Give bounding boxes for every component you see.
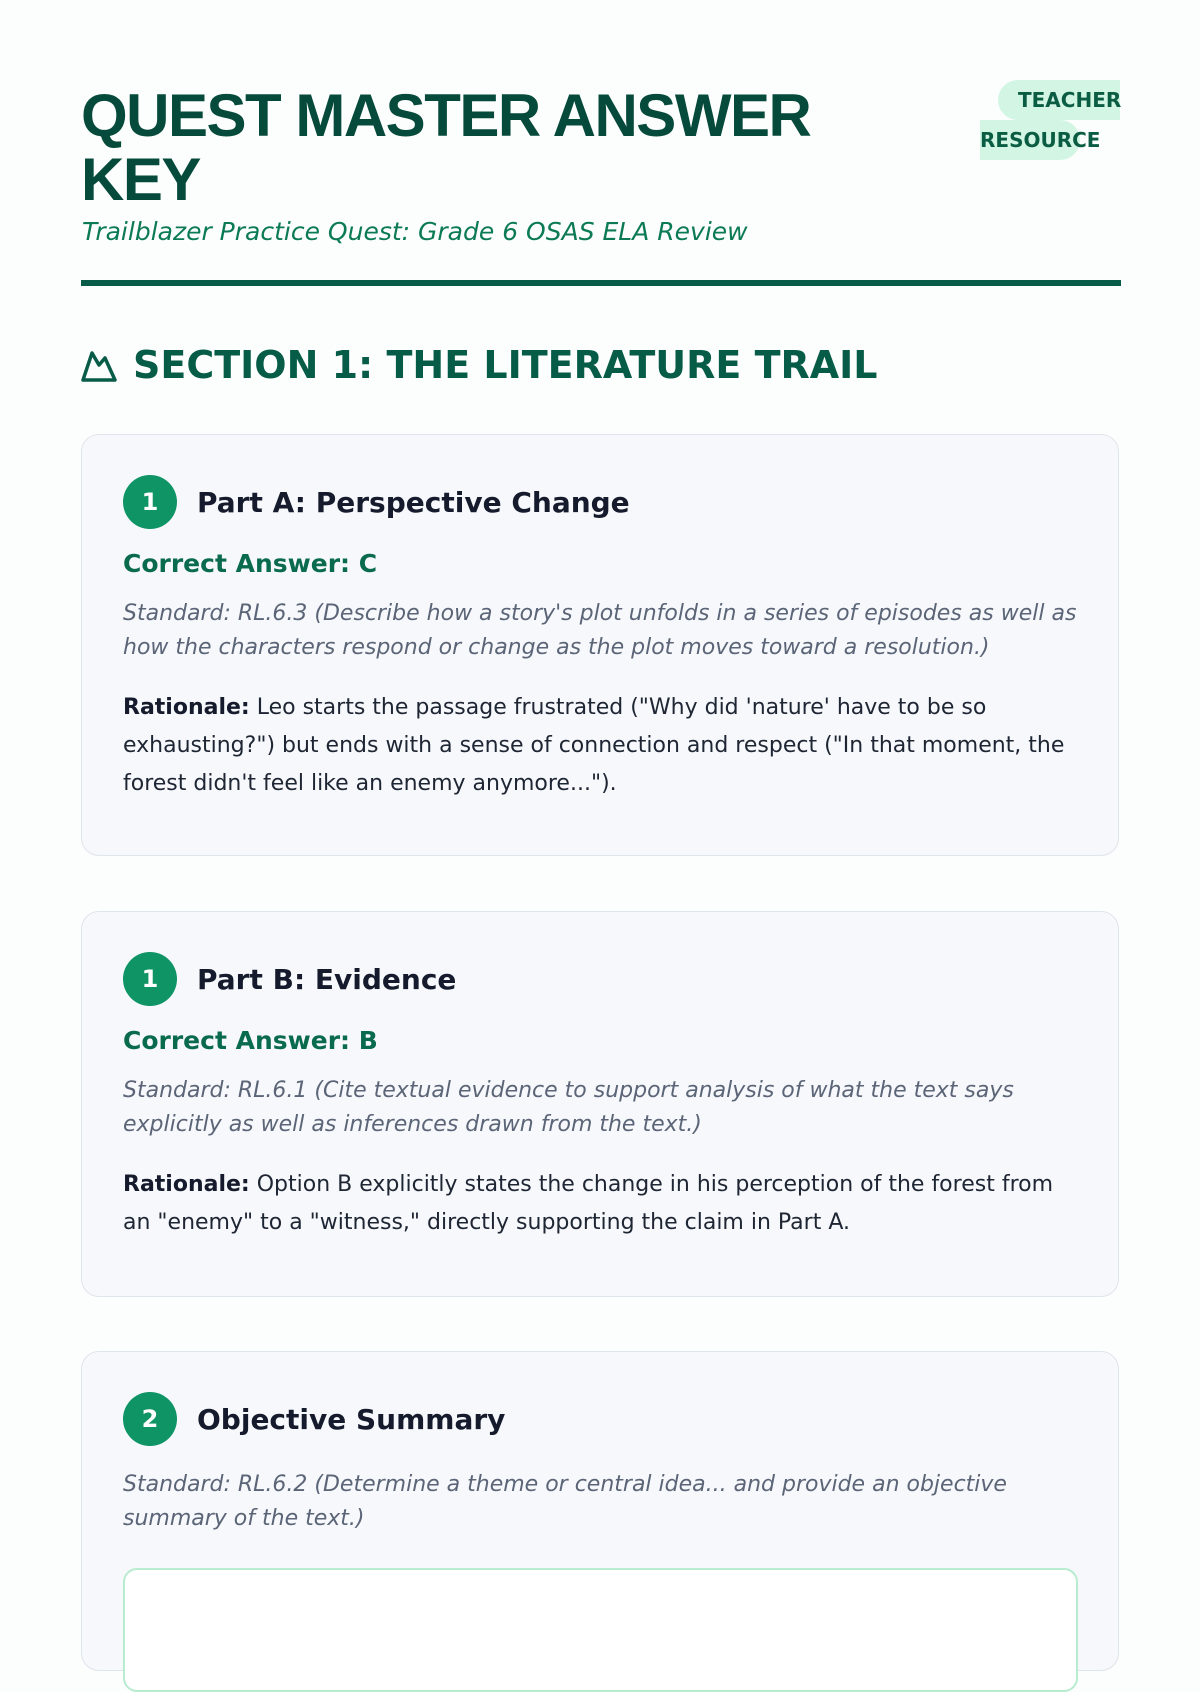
- sample-summary-box: [123, 1568, 1078, 1692]
- rationale: [123, 1166, 1078, 1242]
- rationale: [123, 689, 1078, 803]
- standard-text: Standard: RL.6.2 (Determine a theme or central idea... and provide an objective summary of the text.): [123, 1472, 1007, 1531]
- question-card: [81, 434, 1119, 856]
- question-title: Objective Summary: [197, 1402, 506, 1436]
- teacher-resource-badge-line2: RESOURCE: [980, 120, 1080, 160]
- rationale-label: Rationale:: [123, 1172, 250, 1197]
- rationale-text: Option B explicitly states the change in his perception of the forest from an "enemy" to a "witness," directly supporting the claim in Part A.: [123, 1172, 1054, 1235]
- question-number-badge: 2: [123, 1392, 177, 1446]
- question-title: Part A: Perspective Change: [197, 485, 630, 519]
- page-title: QUEST MASTER ANSWER KEY: [81, 82, 811, 213]
- section-title: SECTION 1: THE LITERATURE TRAIL: [133, 343, 878, 387]
- rationale-label: Rationale:: [123, 695, 250, 720]
- question-number-badge: 1: [123, 952, 177, 1006]
- standard-text: Standard: RL.6.3 (Describe how a story's plot unfolds in a series of episodes as well as how the characters respond or change as the plot moves toward a resolution.): [123, 601, 1077, 660]
- correct-answer: Correct Answer: B: [123, 1026, 378, 1055]
- question-title: Part B: Evidence: [197, 962, 457, 996]
- question-header: [123, 952, 1078, 1006]
- page-subtitle: Trailblazer Practice Quest: Grade 6 OSAS ELA Review: [82, 217, 748, 246]
- mountain-icon: [81, 348, 117, 382]
- question-header: [123, 475, 1078, 529]
- question-header: [123, 1392, 1078, 1446]
- correct-answer: Correct Answer: C: [123, 549, 378, 578]
- teacher-resource-badge: TEACHER: [998, 80, 1120, 120]
- standard-text: Standard: RL.6.1 (Cite textual evidence to support analysis of what the text says explicitly as well as inferences drawn from the text.): [123, 1078, 1014, 1137]
- rationale-text: Leo starts the passage frustrated ("Why did 'nature' have to be so exhausting?") but ends with a sense of connection and respect ("In that moment, the forest didn't feel like an enemy anymore...").: [123, 695, 1065, 796]
- header-divider: [81, 280, 1121, 286]
- section-heading: [81, 340, 878, 390]
- question-number-badge: 1: [123, 475, 177, 529]
- question-card: [81, 911, 1119, 1297]
- question-card: [81, 1351, 1119, 1671]
